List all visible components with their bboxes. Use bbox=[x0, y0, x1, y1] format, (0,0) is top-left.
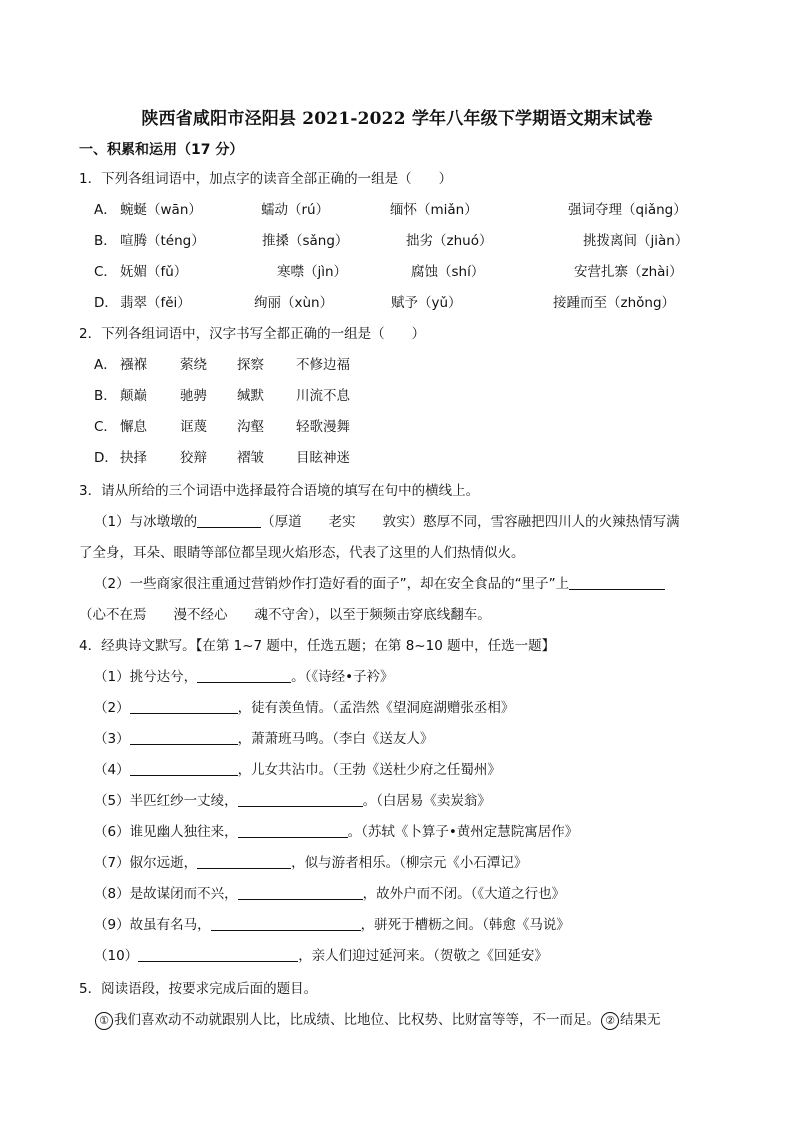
q4-item-8 bbox=[94, 882, 565, 902]
option-word: 萦绕 bbox=[180, 357, 207, 373]
q1-option-b bbox=[94, 229, 714, 249]
q1-option-c bbox=[94, 260, 714, 280]
option-word: 寒噤（jìn） bbox=[277, 264, 348, 280]
item-number: （10） bbox=[94, 948, 139, 964]
option-word: 安营扎寨（zhài） bbox=[574, 264, 683, 280]
q3-part1-before: （1）与冰墩墩的 bbox=[94, 514, 198, 530]
option-word: 抉择 bbox=[120, 450, 147, 466]
option-word: 襁褓 bbox=[120, 357, 147, 373]
option-word: 沟壑 bbox=[237, 419, 264, 435]
item-text-before: 是故谋闭而不兴， bbox=[129, 886, 238, 902]
option-word: 蜿蜒（wān） bbox=[120, 202, 202, 218]
answer-blank[interactable] bbox=[238, 885, 363, 900]
option-letter: C． bbox=[94, 419, 117, 435]
q1-option-a bbox=[94, 198, 714, 218]
q2-stem: 2．下列各组词语中，汉字书写全都正确的一组是（ ） bbox=[79, 326, 426, 342]
q4-item-6 bbox=[94, 820, 578, 840]
q4-stem: 4．经典诗文默写。【在第 1~7 题中，任选五题；在第 8~10 题中，任选一题】 bbox=[79, 638, 556, 654]
item-text-after: ，故外户而不闭。（《大道之行也》 bbox=[362, 886, 566, 902]
q3-part1-continued: 了全身，耳朵、眼睛等部位都呈现火焰形态，代表了这里的人们热情似火。 bbox=[79, 545, 525, 561]
option-word: 驰骋 bbox=[180, 388, 207, 404]
q3-part1 bbox=[94, 510, 680, 530]
option-word: 狡辩 bbox=[180, 450, 207, 466]
option-word: 拙劣（zhuó） bbox=[406, 233, 493, 249]
q4-item-2 bbox=[94, 696, 514, 716]
q2-option-c bbox=[94, 415, 714, 435]
answer-blank[interactable] bbox=[130, 699, 238, 714]
answer-blank[interactable] bbox=[197, 854, 291, 869]
item-number: （8） bbox=[94, 886, 130, 902]
q4-item-3 bbox=[94, 727, 433, 747]
option-letter: B． bbox=[94, 233, 117, 249]
item-number: （6） bbox=[94, 824, 130, 840]
option-word: 推搡（sǎng） bbox=[262, 233, 349, 249]
q5-stem: 5．阅读语段，按要求完成后面的题目。 bbox=[79, 981, 318, 997]
option-word: 腐蚀（shí） bbox=[411, 264, 485, 280]
option-word: 懈息 bbox=[120, 419, 147, 435]
item-text-before: 俶尔远逝， bbox=[129, 855, 198, 871]
item-number: （3） bbox=[94, 731, 130, 747]
option-word: 赋予（yǔ） bbox=[391, 295, 462, 311]
item-number: （9） bbox=[94, 917, 130, 933]
option-word: 妩媚（fǔ） bbox=[120, 264, 188, 280]
answer-blank[interactable] bbox=[130, 730, 238, 745]
item-number: （7） bbox=[94, 855, 130, 871]
option-word: 目眩神迷 bbox=[296, 450, 350, 466]
option-word: 挑拨离间（jiàn） bbox=[583, 233, 689, 249]
item-text-after: 。（《诗经•子衿》 bbox=[291, 669, 394, 685]
q2-option-d bbox=[94, 446, 714, 466]
item-text-before: 故虽有名马， bbox=[129, 917, 211, 933]
item-text-after: ，骈死于槽枥之间。（韩愈《马说》 bbox=[360, 917, 570, 933]
item-text-after: 。（苏轼《卜算子•黄州定慧院寓居作》 bbox=[347, 824, 579, 840]
sentence-marker-2: ② bbox=[601, 1012, 619, 1030]
item-text-before: 谁见幽人独往来， bbox=[129, 824, 238, 840]
option-letter: A． bbox=[94, 202, 117, 218]
item-text-after: ，似与游者相乐。（柳宗元《小石潭记》 bbox=[291, 855, 528, 871]
option-word: 喧腾（téng） bbox=[120, 233, 205, 249]
q4-item-7 bbox=[94, 851, 527, 871]
option-word: 缄默 bbox=[237, 388, 264, 404]
q4-item-10 bbox=[94, 944, 548, 964]
q2-option-a bbox=[94, 353, 714, 373]
answer-blank[interactable] bbox=[569, 575, 665, 590]
option-word: 接踵而至（zhǒng） bbox=[553, 295, 676, 311]
q4-item-5 bbox=[94, 789, 491, 809]
option-word: 缅怀（miǎn） bbox=[390, 202, 478, 218]
option-word: 褶皱 bbox=[237, 450, 264, 466]
answer-blank[interactable] bbox=[197, 668, 291, 683]
option-word: 蠕动（rú） bbox=[261, 202, 330, 218]
option-letter: C． bbox=[94, 264, 117, 280]
answer-blank[interactable] bbox=[238, 823, 348, 838]
q3-part2 bbox=[94, 572, 665, 592]
q3-stem: 3．请从所给的三个词语中选择最符合语境的填写在句中的横线上。 bbox=[79, 483, 480, 499]
option-letter: A． bbox=[94, 357, 117, 373]
item-text-after: ，徒有羡鱼情。（孟浩然《望洞庭湖赠张丞相》 bbox=[237, 700, 515, 716]
answer-blank[interactable] bbox=[130, 761, 238, 776]
q4-item-1 bbox=[94, 665, 394, 685]
q3-part2-continued: （心不在焉 漫不经心 魂不守舍），以至于频频击穿底线翻车。 bbox=[79, 607, 491, 623]
exam-title: 陕西省咸阳市泾阳县 2021-2022 学年八年级下学期语文期末试卷 bbox=[141, 109, 653, 129]
q4-item-9 bbox=[94, 913, 570, 933]
answer-blank[interactable] bbox=[138, 947, 298, 962]
item-text-before: 半匹红纱一丈绫， bbox=[129, 793, 238, 809]
sentence-marker-1: ① bbox=[95, 1012, 113, 1030]
item-text-after: ，亲人们迎过延河来。（贺敬之《回延安》 bbox=[298, 948, 548, 964]
item-text-before: 挑兮达兮， bbox=[129, 669, 198, 685]
item-text-after: ，萧萧班马鸣。（李白《送友人》 bbox=[237, 731, 434, 747]
option-word: 绚丽（xùn） bbox=[254, 295, 334, 311]
answer-blank[interactable] bbox=[197, 513, 261, 528]
answer-blank[interactable] bbox=[211, 916, 361, 931]
q1-option-d bbox=[94, 291, 714, 311]
item-number: （2） bbox=[94, 700, 130, 716]
item-text-after: 。（白居易《卖炭翁》 bbox=[362, 793, 491, 809]
option-word: 不修边福 bbox=[296, 357, 350, 373]
q2-option-b bbox=[94, 384, 714, 404]
option-letter: D． bbox=[94, 295, 118, 311]
option-word: 轻歌漫舞 bbox=[296, 419, 350, 435]
option-word: 川流不息 bbox=[296, 388, 350, 404]
section-heading: 一、积累和运用（17 分） bbox=[79, 142, 244, 158]
option-word: 诓蔑 bbox=[180, 419, 207, 435]
q1-stem: 1．下列各组词语中，加点字的读音全部正确的一组是（ ） bbox=[79, 171, 453, 187]
option-word: 颠巅 bbox=[120, 388, 147, 404]
item-number: （4） bbox=[94, 762, 130, 778]
q4-item-4 bbox=[94, 758, 501, 778]
item-number: （5） bbox=[94, 793, 130, 809]
option-word: 强词夺理（qiǎng） bbox=[568, 202, 687, 218]
item-number: （1） bbox=[94, 669, 130, 685]
option-word: 探察 bbox=[237, 357, 264, 373]
q3-part1-after: （厚道 老实 敦实）憨厚不同，雪容融把四川人的火辣热情写满 bbox=[261, 514, 680, 530]
q5-passage bbox=[94, 1008, 661, 1030]
item-text-after: ，儿女共沾巾。（王勃《送杜少府之任蜀州》 bbox=[237, 762, 501, 778]
passage-text: 结果无 bbox=[620, 1012, 661, 1028]
option-letter: B． bbox=[94, 388, 117, 404]
passage-text: 我们喜欢动不动就跟别人比，比成绩、比地位、比权势、比财富等等，不一而足。 bbox=[114, 1012, 600, 1028]
option-word: 翡翠（fěi） bbox=[120, 295, 191, 311]
option-letter: D． bbox=[94, 450, 118, 466]
q3-part2-before: （2）一些商家很注重通过营销炒作打造好看的面子”，却在安全食品的“里子”上 bbox=[94, 576, 570, 592]
answer-blank[interactable] bbox=[238, 792, 363, 807]
